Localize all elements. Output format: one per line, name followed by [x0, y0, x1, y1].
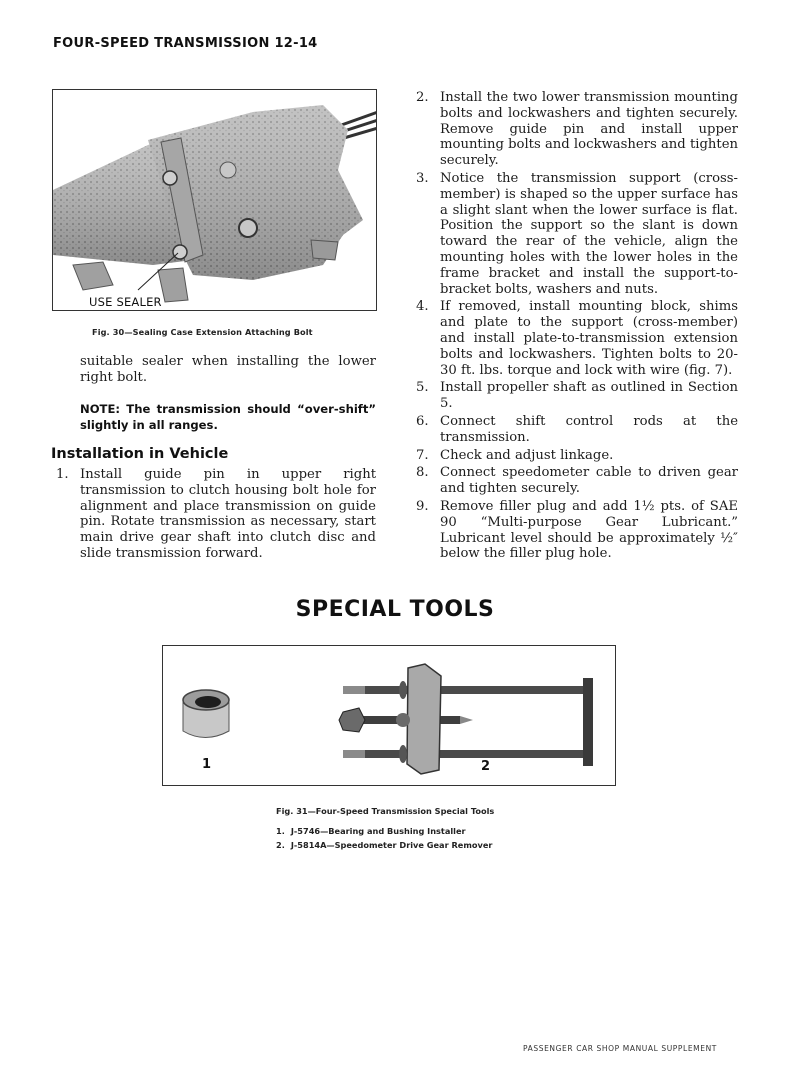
gear-remover-icon: [339, 664, 593, 774]
step-number: 1.: [56, 467, 69, 482]
step-item: [56, 467, 376, 562]
installation-steps-right: [416, 90, 738, 564]
continued-paragraph: suitable sealer when installing the lower right bolt.: [80, 354, 376, 385]
legend-text: J-5746—Bearing and Bushing Installer: [290, 826, 466, 836]
step-number: 9.: [416, 498, 429, 514]
figure-31-image: [162, 645, 616, 786]
section-heading-installation: Installation in Vehicle: [51, 446, 229, 462]
step-text: Connect shift control rods at the transmission.: [440, 413, 738, 445]
special-tools-heading: SPECIAL TOOLS: [295, 597, 495, 622]
step-item: [416, 465, 738, 497]
step-text: Notice the transmission support (cross-member) is shaped so the upper surface has a slight slant when the lower surface is flat. Position the support so the slant is down toward the rear of the vehicle, align the mounting holes with the lower holes in the frame bracket and install the support-to-bracket bolts, washers and nuts.: [440, 170, 738, 297]
step-item: [416, 414, 738, 446]
figure-30-image: [52, 89, 377, 311]
step-text: Install guide pin in upper right transmission to clutch housing bolt hole for alignment and place transmission on guide pin. Rotate transmission as necessary, start main drive gear shaft into clutch disc and slide transmission forward.: [80, 467, 376, 561]
bushing-installer-icon: [183, 690, 229, 738]
use-sealer-callout: USE SEALER: [89, 295, 162, 309]
step-number: 7.: [416, 447, 429, 463]
page-header: FOUR-SPEED TRANSMISSION 12-14: [53, 36, 318, 51]
special-tools-illustration: [163, 646, 616, 786]
step-number: 4.: [416, 299, 429, 315]
step-text: If removed, install mounting block, shims and plate to the support (cross-member) and install plate-to-transmission extension bolts and lockwashers. Tighten bolts to 20-30 ft. lbs. torque and lock with wire (fig. 7).: [440, 299, 738, 378]
note-overshift: NOTE: The transmission should “over-shift” slightly in all ranges.: [80, 402, 376, 432]
step-number: 5.: [416, 380, 429, 396]
step-item: [416, 448, 738, 464]
legend-item: [276, 840, 492, 850]
step-item: [416, 171, 738, 297]
step-number: 3.: [416, 170, 429, 186]
step-item: [416, 499, 738, 562]
legend-item: [276, 826, 492, 836]
installation-steps-left: [56, 467, 376, 564]
tool-label-2: 2: [481, 759, 491, 774]
transmission-case-illustration: [53, 90, 377, 311]
page-footer: PASSENGER CAR SHOP MANUAL SUPPLEMENT: [523, 1044, 717, 1053]
step-text: Connect speedometer cable to driven gear and tighten securely.: [440, 465, 738, 497]
special-tools-legend: [276, 826, 492, 854]
step-item: [416, 299, 738, 378]
step-number: 2.: [416, 90, 429, 105]
figure-30-caption: Fig. 30—Sealing Case Extension Attaching Bolt: [92, 327, 313, 337]
step-item: [416, 380, 738, 412]
legend-number: 2.: [276, 840, 285, 850]
step-text: Install the two lower transmission mounting bolts and lockwashers and tighten securely. Remove guide pin and install upper mounting bolts and lockwashers and tighten securely.: [440, 90, 738, 169]
step-text: Install propeller shaft as outlined in Section 5.: [440, 380, 738, 412]
step-item: [416, 90, 738, 169]
legend-number: 1.: [276, 826, 285, 836]
step-number: 6.: [416, 413, 429, 429]
tool-label-1: 1: [202, 757, 212, 772]
step-number: 8.: [416, 465, 429, 481]
step-text: Check and adjust linkage.: [440, 447, 614, 463]
legend-text: J-5814A—Speedometer Drive Gear Remover: [290, 840, 493, 850]
step-text: Remove filler plug and add 1½ pts. of SAE 90 “Multi-purpose Gear Lubricant.” Lubricant level should be approximately ½″ below the filler plug hole.: [440, 498, 738, 562]
figure-31-caption: Fig. 31—Four-Speed Transmission Special Tools: [276, 806, 495, 816]
